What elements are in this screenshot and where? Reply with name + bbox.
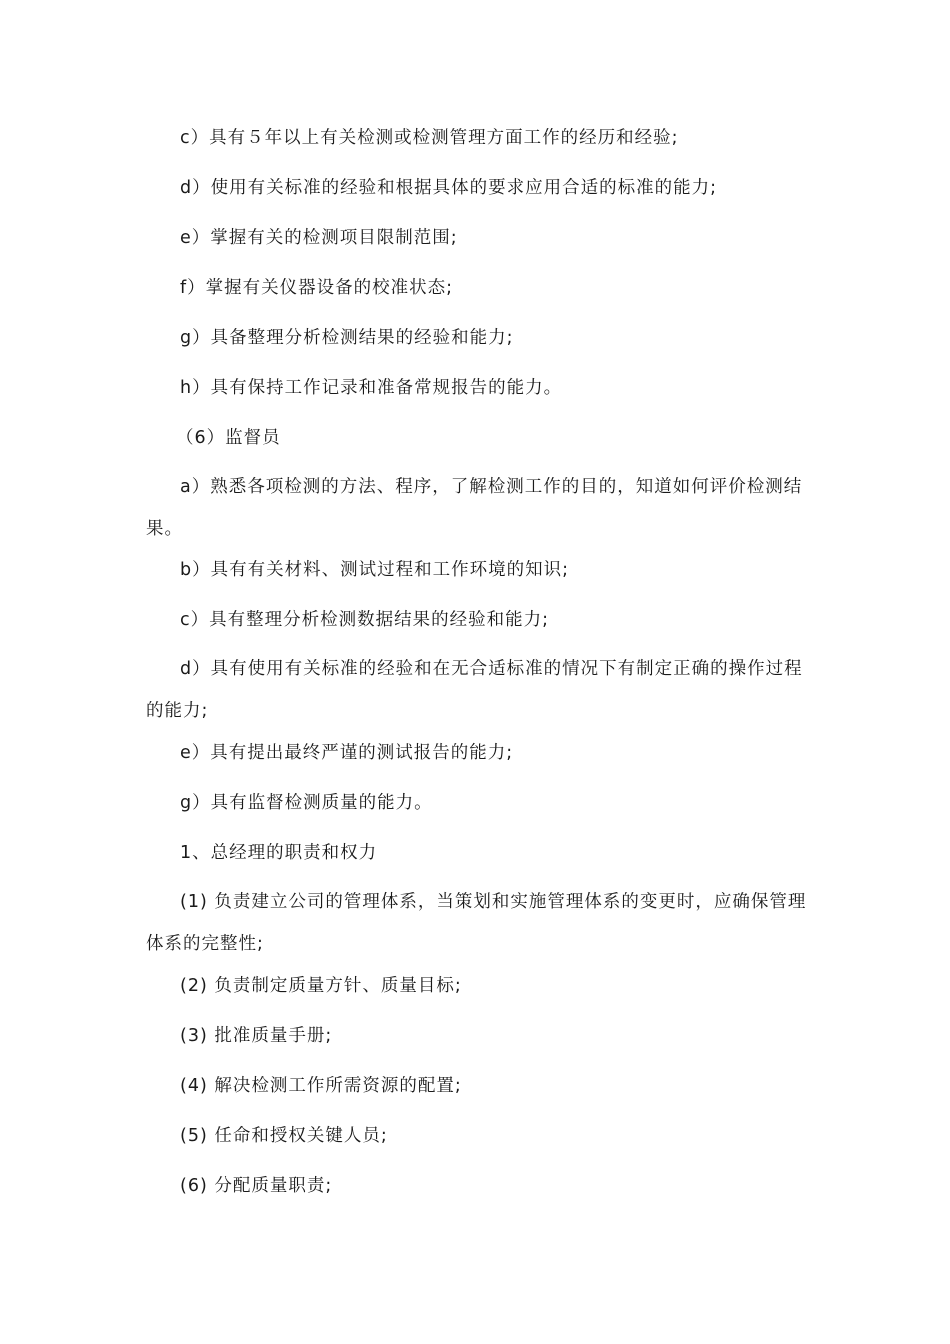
- paragraph-d-standards: d）使用有关标准的经验和根据具体的要求应用合适的标准的能力;: [180, 178, 718, 198]
- paragraph-1-management-system: (1) 负责建立公司的管理体系，当策划和实施管理体系的变更时，应确保管理体系的完整性;: [146, 892, 807, 954]
- paragraph-f-calibration: f）掌握有关仪器设备的校准状态;: [180, 278, 454, 298]
- paragraph-g-quality: g）具有监督检测质量的能力。: [180, 793, 433, 813]
- paragraph-5-key-personnel: (5) 任命和授权关键人员;: [180, 1126, 388, 1146]
- paragraph-4-resources: (4) 解决检测工作所需资源的配置;: [180, 1076, 462, 1096]
- paragraph-2-quality-policy: (2) 负责制定质量方针、质量目标;: [180, 976, 462, 996]
- paragraph-e-reports: e）具有提出最终严谨的测试报告的能力;: [180, 743, 514, 763]
- paragraph-c-experience: c）具有５年以上有关检测或检测管理方面工作的经历和经验;: [180, 128, 679, 148]
- paragraph-6-quality-duties: (6) 分配质量职责;: [180, 1176, 333, 1196]
- section-heading-general-manager: 1、总经理的职责和权力: [180, 843, 378, 863]
- section-heading-supervisor: （6）监督员: [176, 428, 281, 448]
- paragraph-h-records: h）具有保持工作记录和准备常规报告的能力。: [180, 378, 563, 398]
- paragraph-a-methods: a）熟悉各项检测的方法、程序，了解检测工作的目的，知道如何评价检测结果。: [146, 477, 803, 539]
- paragraph-e-limits: e）掌握有关的检测项目限制范围;: [180, 228, 458, 248]
- paragraph-b-knowledge: b）具有有关材料、测试过程和工作环境的知识;: [180, 560, 570, 580]
- paragraph-3-quality-manual: (3) 批准质量手册;: [180, 1026, 333, 1046]
- paragraph-c-data: c）具有整理分析检测数据结果的经验和能力;: [180, 610, 550, 630]
- paragraph-d-procedures: d）具有使用有关标准的经验和在无合适标准的情况下有制定正确的操作过程的能力;: [146, 659, 803, 721]
- paragraph-g-analysis: g）具备整理分析检测结果的经验和能力;: [180, 328, 514, 348]
